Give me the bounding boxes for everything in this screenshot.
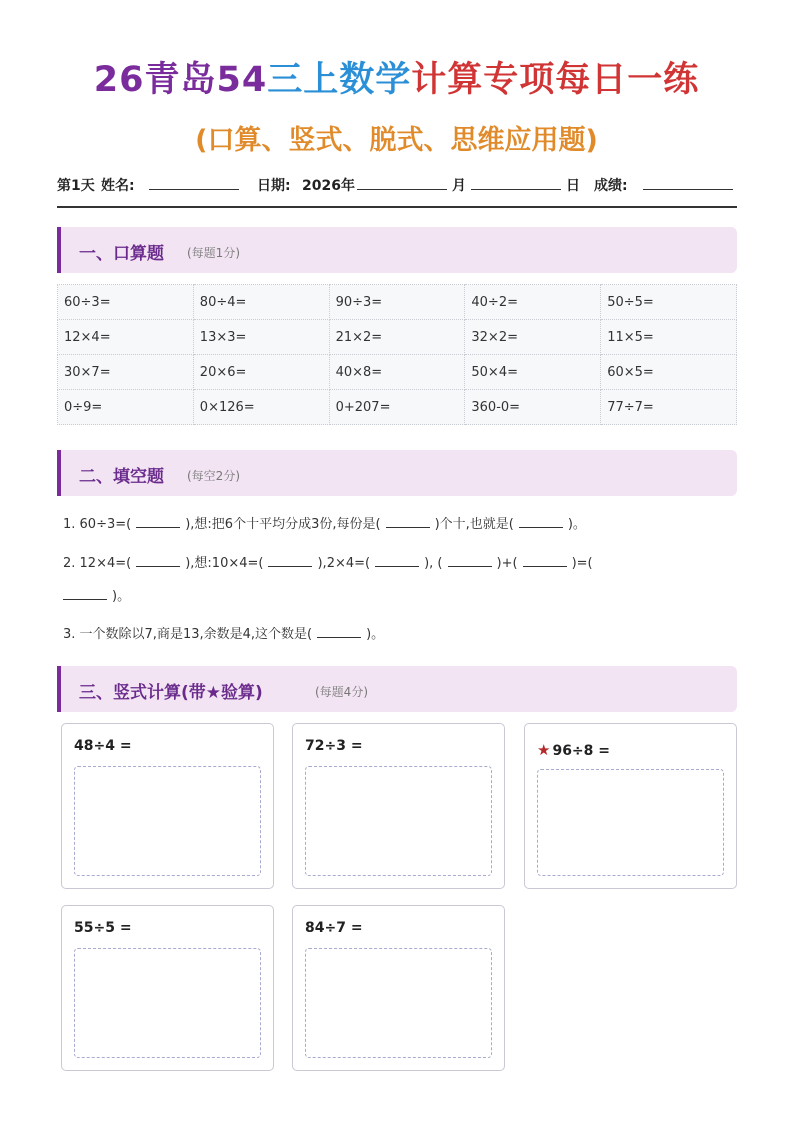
question-text: )。	[366, 627, 385, 642]
day-unit-label: 日	[566, 178, 580, 194]
vertical-problem-card	[292, 723, 505, 889]
oral-item[interactable]: 20×6=	[193, 355, 329, 390]
question-text: ), (	[424, 556, 443, 571]
section-title: 二、填空题	[79, 467, 164, 487]
work-area[interactable]	[74, 766, 261, 876]
section-note: (每题1分)	[187, 246, 240, 260]
problem-text: 96÷8 =	[552, 743, 611, 759]
question-text: )。	[567, 517, 586, 532]
oral-item[interactable]: 90÷3=	[329, 285, 465, 320]
oral-item[interactable]: 0×126=	[193, 390, 329, 425]
question-text: 2. 12×4=(	[63, 556, 132, 571]
oral-item[interactable]: 11×5=	[601, 320, 737, 355]
day-label: 第1天	[57, 178, 95, 194]
page-title	[0, 52, 793, 102]
oral-item[interactable]: 32×2=	[465, 320, 601, 355]
score-blank[interactable]	[643, 189, 733, 190]
problem-expression: 48÷4 =	[74, 738, 132, 754]
table-row	[58, 285, 737, 320]
oral-item[interactable]: 40×8=	[329, 355, 465, 390]
oral-item[interactable]: 80÷4=	[193, 285, 329, 320]
oral-item[interactable]: 360-0=	[465, 390, 601, 425]
title-part-1: 26青岛54	[93, 60, 268, 100]
oral-item[interactable]: 60×5=	[601, 355, 737, 390]
problem-expression: 72÷3 =	[305, 738, 363, 754]
section-header-fill	[57, 450, 737, 496]
question-text: )=(	[571, 556, 593, 571]
fill-question-2-continued	[63, 585, 130, 604]
month-blank[interactable]	[471, 189, 561, 190]
work-area[interactable]	[74, 948, 261, 1058]
section-header-oral	[57, 227, 737, 273]
work-area[interactable]	[305, 948, 492, 1058]
fill-question-3	[63, 623, 384, 642]
vertical-problem-card	[292, 905, 505, 1071]
vertical-problem-card	[524, 723, 737, 889]
name-blank[interactable]	[149, 189, 239, 190]
question-text: )+(	[496, 556, 518, 571]
header-divider	[57, 206, 737, 208]
answer-blank[interactable]	[375, 556, 419, 567]
question-text: 3. 一个数除以7,商是13,余数是4,这个数是(	[63, 627, 313, 642]
work-area[interactable]	[305, 766, 492, 876]
oral-item[interactable]: 60÷3=	[58, 285, 194, 320]
oral-item[interactable]: 40÷2=	[465, 285, 601, 320]
answer-blank[interactable]	[519, 517, 563, 528]
section-title: 一、口算题	[79, 244, 164, 264]
table-row	[58, 355, 737, 390]
info-line	[57, 175, 737, 197]
year-label: 2026年	[302, 178, 355, 194]
oral-calculation-table	[57, 284, 737, 425]
answer-blank[interactable]	[317, 627, 361, 638]
score-label: 成绩:	[594, 178, 628, 194]
answer-blank[interactable]	[523, 556, 567, 567]
fill-question-2	[63, 552, 593, 571]
oral-item[interactable]: 0÷9=	[58, 390, 194, 425]
vertical-problem-card	[61, 905, 274, 1071]
date-label: 日期:	[257, 178, 291, 194]
question-text: ),2×4=(	[317, 556, 371, 571]
vertical-problem-card	[61, 723, 274, 889]
title-part-3: 计算专项每日一练	[411, 60, 700, 100]
question-text: )。	[112, 589, 131, 604]
answer-blank[interactable]	[136, 556, 180, 567]
work-area[interactable]	[537, 769, 724, 876]
question-text: ),想:把6个十平均分成3份,每份是(	[185, 517, 381, 532]
answer-blank[interactable]	[63, 589, 107, 600]
problem-expression-starred	[537, 741, 610, 759]
oral-item[interactable]: 50÷5=	[601, 285, 737, 320]
answer-blank[interactable]	[268, 556, 312, 567]
oral-item[interactable]: 77÷7=	[601, 390, 737, 425]
question-text: 1. 60÷3=(	[63, 517, 132, 532]
problem-expression: 55÷5 =	[74, 920, 132, 936]
name-label: 姓名:	[101, 178, 135, 194]
answer-blank[interactable]	[386, 517, 430, 528]
answer-blank[interactable]	[448, 556, 492, 567]
oral-item[interactable]: 30×7=	[58, 355, 194, 390]
table-row	[58, 320, 737, 355]
section-note: (每题4分)	[315, 685, 368, 699]
oral-item[interactable]: 13×3=	[193, 320, 329, 355]
answer-blank[interactable]	[136, 517, 180, 528]
oral-item[interactable]: 50×4=	[465, 355, 601, 390]
question-text: )个十,也就是(	[434, 517, 514, 532]
title-part-2: 三上数学	[267, 60, 412, 100]
year-blank[interactable]	[357, 189, 447, 190]
section-note: (每空2分)	[187, 469, 240, 483]
table-row	[58, 390, 737, 425]
section-header-vertical	[57, 666, 737, 712]
fill-question-1	[63, 513, 586, 532]
oral-item[interactable]: 0+207=	[329, 390, 465, 425]
section-title: 三、竖式计算(带★验算)	[79, 683, 263, 703]
star-icon: ★	[537, 741, 551, 759]
question-text: ),想:10×4=(	[185, 556, 264, 571]
month-label: 月	[452, 178, 466, 194]
oral-item[interactable]: 12×4=	[58, 320, 194, 355]
page-subtitle: (口算、竖式、脱式、思维应用题)	[195, 125, 598, 156]
problem-expression: 84÷7 =	[305, 920, 363, 936]
oral-item[interactable]: 21×2=	[329, 320, 465, 355]
